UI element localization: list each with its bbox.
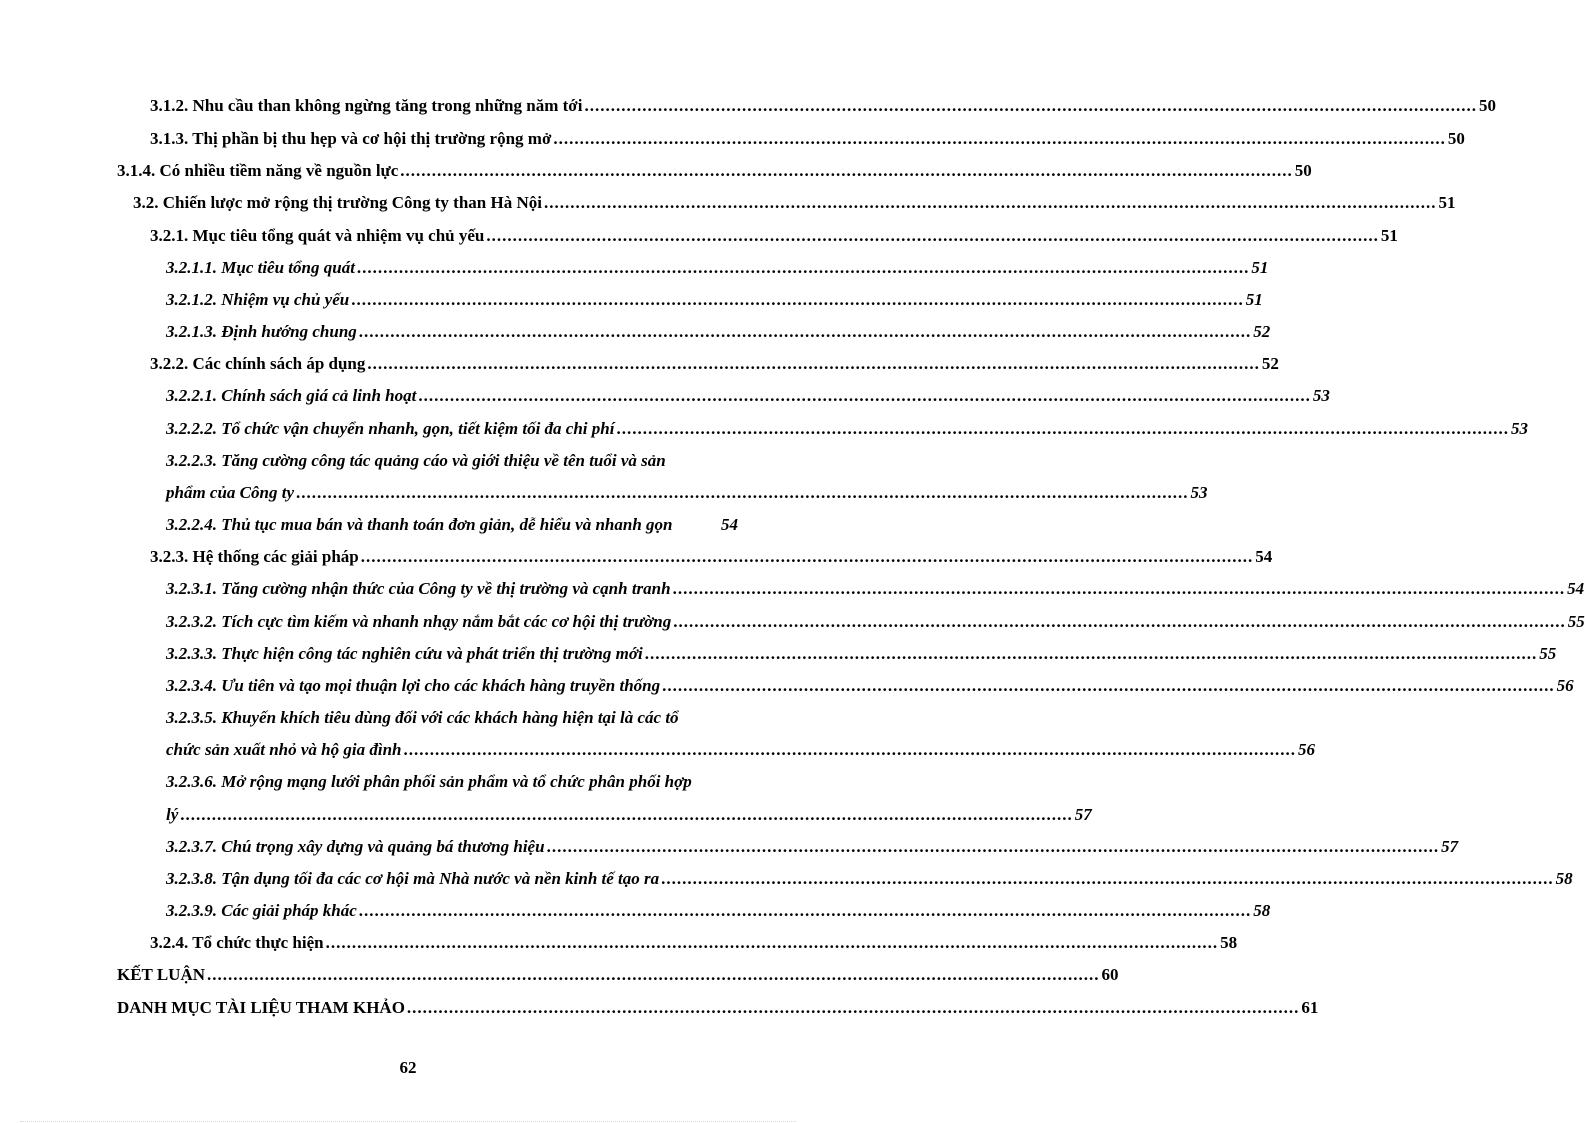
toc-entry-page: 54 — [1255, 547, 1273, 566]
toc-entry-page: 54 — [721, 515, 738, 534]
toc-entry-page: 57 — [1441, 837, 1459, 856]
toc-entry-title: 3.2.1.2. Nhiệm vụ chủ yếu — [166, 290, 350, 309]
toc-entry-page: 55 — [1539, 644, 1557, 663]
dot-leader: .......................................................................................................................................................................... — [180, 805, 1073, 824]
dot-leader: .......................................................................................................................................................................... — [662, 676, 1555, 695]
toc-entry-title: 3.2.4. Tổ chức thực hiện — [150, 933, 324, 952]
toc-entry-page: 50 — [1447, 129, 1465, 148]
toc-entry-page: 53 — [1312, 386, 1330, 405]
toc-entry — [133, 192, 1456, 214]
toc-entry-page: 53 — [1190, 483, 1208, 502]
toc-entry-title: 3.1.3. Thị phần bị thu hẹp và cơ hội thị trường rộng mở — [150, 129, 552, 148]
toc-entry — [166, 385, 1330, 407]
dot-leader: .......................................................................................................................................................................... — [661, 869, 1554, 888]
toc-entry — [150, 353, 1279, 375]
toc-entry-page: 53 — [1510, 419, 1528, 438]
toc-entry-page: 52 — [1261, 354, 1279, 373]
toc-entry — [150, 225, 1398, 247]
toc-entry-page: 57 — [1074, 805, 1092, 824]
toc-entry — [117, 997, 1319, 1019]
toc-entry — [166, 257, 1269, 279]
toc-entry-title: DANH MỤC TÀI LIỆU THAM KHẢO — [117, 998, 405, 1017]
dot-leader: .......................................................................................................................................................................... — [351, 290, 1244, 309]
toc-entry-title-line1: 3.2.3.6. Mở rộng mạng lưới phân phối sản phẩm và tổ chức phân phối hợp — [166, 772, 692, 791]
toc-entry-page: 60 — [1101, 965, 1119, 984]
dot-leader: .......................................................................................................................................................................... — [207, 965, 1100, 984]
toc-entry — [166, 321, 1271, 343]
dot-leader: .......................................................................................................................................................................... — [486, 226, 1379, 245]
toc-entry — [150, 95, 1496, 117]
dot-leader: .......................................................................................................................................................................... — [673, 612, 1566, 631]
toc-entry-title: 3.2. Chiến lược mở rộng thị trường Công ty than Hà Nội — [133, 193, 542, 212]
toc-entry-page: 55 — [1567, 612, 1585, 631]
toc-entry-page: 50 — [1478, 96, 1496, 115]
toc-entry — [150, 128, 1465, 150]
dot-leader: .......................................................................................................................................................................... — [325, 933, 1219, 952]
toc-entry-page: 56 — [1298, 740, 1315, 759]
toc-entry — [150, 932, 1238, 954]
toc-entry — [166, 418, 1528, 440]
toc-entry — [166, 675, 1574, 697]
toc-entry — [166, 739, 1315, 761]
toc-entry — [166, 900, 1271, 922]
toc-entry-title: 3.1.4. Có nhiều tiềm năng về nguồn lực — [117, 161, 399, 180]
toc-entry-title-line1: 3.2.3.5. Khuyến khích tiêu dùng đối với các khách hàng hiện tại là các tổ — [166, 708, 679, 727]
toc-entry-title-line1: 3.2.2.3. Tăng cường công tác quảng cáo và giới thiệu về tên tuổi và sản — [166, 451, 666, 470]
toc-entry-title: 3.2.3.9. Các giải pháp khác — [166, 901, 357, 920]
toc-entry-page: 50 — [1294, 161, 1312, 180]
toc-entry — [166, 611, 1585, 633]
toc-entry-page: 58 — [1253, 901, 1271, 920]
toc-entry-title: 3.2.3.2. Tích cực tìm kiếm và nhanh nhạy nắm bắt các cơ hội thị trường — [166, 612, 672, 631]
toc-entry-title: 3.2.2. Các chính sách áp dụng — [150, 354, 366, 373]
toc-entry-title-line2: lý — [166, 805, 179, 824]
toc-entry-title: 3.2.3.3. Thực hiện công tác nghiên cứu và phát triển thị trường mới — [166, 644, 643, 663]
dot-leader: .......................................................................................................................................................................... — [356, 258, 1250, 277]
toc-entry — [150, 546, 1273, 568]
dot-leader: .......................................................................................................................................................................... — [367, 354, 1260, 373]
dot-leader: .......................................................................................................................................................................... — [360, 547, 1254, 566]
dot-leader: .......................................................................................................................................................................... — [400, 161, 1293, 180]
toc-entry-page: 51 — [1438, 193, 1456, 212]
toc-entry — [166, 804, 1092, 826]
toc-entry-title: 3.2.3. Hệ thống các giải pháp — [150, 547, 359, 566]
dot-leader: .......................................................................................................................................................................... — [403, 740, 1296, 759]
toc-entry-page: 51 — [1380, 226, 1398, 245]
dot-leader: .......................................................................................................................................................................... — [584, 96, 1477, 115]
toc-entry-title: 3.2.1. Mục tiêu tổng quát và nhiệm vụ chủ yếu — [150, 226, 485, 245]
toc-entry — [166, 514, 738, 536]
toc-entry-title-line2: chức sản xuất nhỏ và hộ gia đình — [166, 740, 402, 759]
toc-entry-title: 3.2.2.4. Thủ tục mua bán và thanh toán đơn giản, dễ hiểu và nhanh gọn — [166, 515, 673, 534]
toc-entry-title: 3.2.3.8. Tận dụng tối đa các cơ hội mà Nhà nước và nền kinh tế tạo ra — [166, 869, 660, 888]
toc-entry-title: 3.2.3.1. Tăng cường nhận thức của Công ty về thị trường và cạnh tranh — [166, 579, 671, 598]
dot-leader: .......................................................................................................................................................................... — [553, 129, 1446, 148]
toc-entry — [166, 482, 1208, 504]
dot-leader: .......................................................................................................................................................................... — [406, 998, 1300, 1017]
toc-entry-title: 3.2.1.1. Mục tiêu tổng quát — [166, 258, 355, 277]
toc-entry-page: 56 — [1556, 676, 1574, 695]
toc-entry-title: 3.2.1.3. Định hướng chung — [166, 322, 357, 341]
toc-entry-title: 3.2.2.2. Tổ chức vận chuyển nhanh, gọn, tiết kiệm tối đa chi phí — [166, 419, 615, 438]
toc-entry — [166, 289, 1263, 311]
toc-entry — [166, 868, 1573, 890]
dot-leader: .......................................................................................................................................................................... — [418, 386, 1311, 405]
page-bottom-divider — [20, 1121, 796, 1122]
dot-leader: .......................................................................................................................................................................... — [296, 483, 1189, 502]
dot-leader: .......................................................................................................................................................................... — [358, 901, 1252, 920]
dot-leader: .......................................................................................................................................................................... — [672, 579, 1566, 598]
toc-entry-title: 3.2.3.4. Ưu tiên và tạo mọi thuận lợi cho các khách hàng truyền thống — [166, 676, 661, 695]
dot-leader: .......................................................................................................................................................................... — [644, 644, 1538, 663]
dot-leader: .......................................................................................................................................................................... — [543, 193, 1437, 212]
toc-entry-page: 58 — [1555, 869, 1573, 888]
toc-entry-title: 3.2.3.7. Chú trọng xây dựng và quảng bá thương hiệu — [166, 837, 545, 856]
toc-entry — [166, 578, 1585, 600]
toc-entry-page: 51 — [1251, 258, 1269, 277]
toc-entry-page: 58 — [1220, 933, 1238, 952]
toc-entry-title: KẾT LUẬN — [117, 965, 206, 984]
toc-entry-page: 61 — [1301, 998, 1319, 1017]
toc-entry-page: 54 — [1567, 579, 1585, 598]
toc-entry — [117, 160, 1312, 182]
dot-leader: .......................................................................................................................................................................... — [546, 837, 1440, 856]
page-number: 62 — [399, 1058, 417, 1077]
dot-leader: .......................................................................................................................................................................... — [616, 419, 1509, 438]
toc-entry — [166, 836, 1459, 858]
toc-entry-title-line2: phẩm của Công ty — [166, 483, 294, 502]
toc-entry-page: 52 — [1253, 322, 1271, 341]
toc-entry-page: 51 — [1245, 290, 1263, 309]
toc-entry-title: 3.1.2. Nhu cầu than không ngừng tăng trong những năm tới — [150, 96, 583, 115]
toc-entry-title: 3.2.2.1. Chính sách giá cả linh hoạt — [166, 386, 417, 405]
toc-entry — [117, 964, 1119, 986]
toc-entry — [166, 643, 1557, 665]
dot-leader: .......................................................................................................................................................................... — [358, 322, 1252, 341]
